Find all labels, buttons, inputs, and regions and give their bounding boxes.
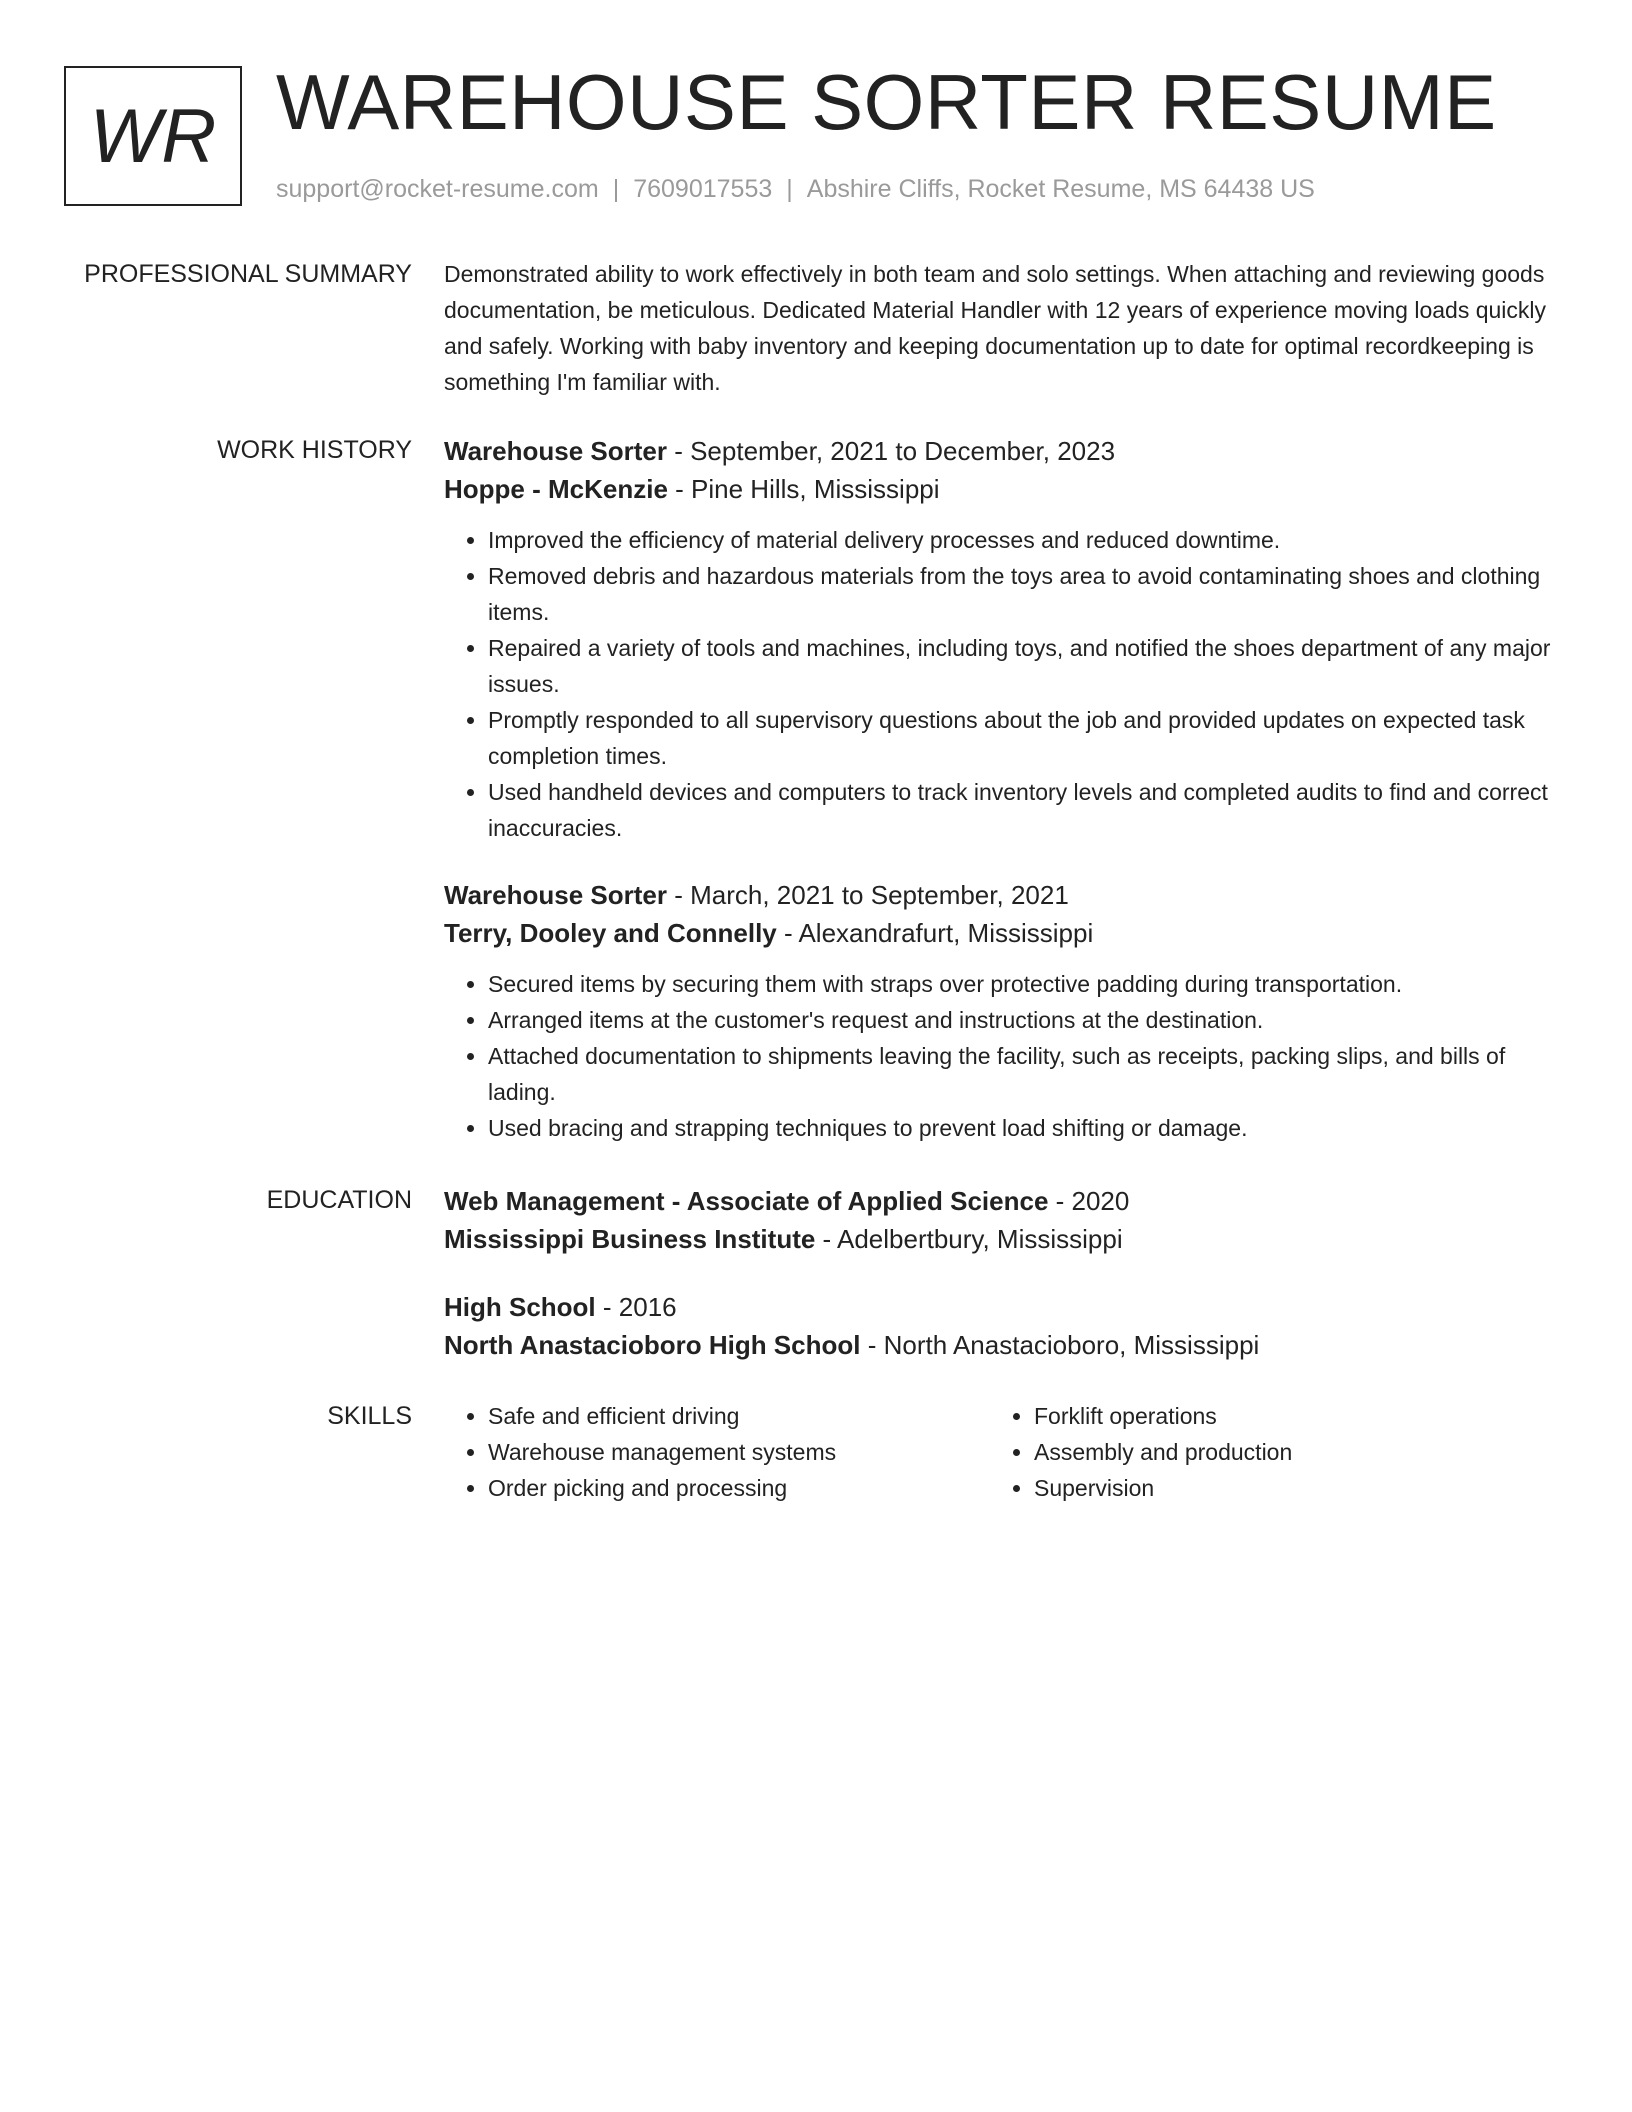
skills-grid — [444, 1398, 1556, 1506]
job-bullets — [444, 966, 1556, 1146]
list-item: • Improved the efficiency of material delivery processes and reduced downtime. — [488, 522, 1556, 558]
job-title: Warehouse Sorter — [444, 436, 667, 466]
contact-separator: | — [786, 175, 793, 203]
skills-list-left — [444, 1398, 990, 1506]
job-title-line — [444, 876, 1556, 914]
job-company-line — [444, 914, 1556, 952]
list-item: • Used bracing and strapping techniques to prevent load shifting or damage. — [488, 1110, 1556, 1146]
skill-item: • Supervision — [1034, 1470, 1536, 1506]
contact-address: Abshire Cliffs, Rocket Resume, MS 64438 US — [806, 175, 1315, 203]
list-item: • Removed debris and hazardous materials from the toys area to avoid contaminating shoes and clothing items. — [488, 558, 1556, 630]
job-title-line — [444, 432, 1556, 470]
job-entry — [444, 876, 1556, 1146]
skills-list-right — [990, 1398, 1536, 1506]
summary-text: Demonstrated ability to work effectively in both team and solo settings. When attaching and reviewing goods documentation, be meticulous. Dedicated Material Handler with 12 years of experience moving loads quickly and safely. Working with baby inventory and keeping documentation up to date for optimal recordkeeping is something I'm familiar with. — [444, 261, 1547, 395]
job-location: - Alexandrafurt, Mississippi — [776, 918, 1094, 948]
degree: Web Management - Associate of Applied Science — [444, 1186, 1049, 1216]
contact-line — [276, 174, 1315, 204]
section-label-skills: SKILLS — [327, 1402, 412, 1430]
job-bullets — [444, 522, 1556, 846]
school-line — [444, 1326, 1556, 1364]
list-item: • Arranged items at the customer's request and instructions at the destination. — [488, 1002, 1556, 1038]
education-entry — [444, 1182, 1556, 1258]
list-item: • Promptly responded to all supervisory questions about the job and provided updates on expected task completion times. — [488, 702, 1556, 774]
degree-line — [444, 1182, 1556, 1220]
monogram-logo: WR — [64, 66, 242, 206]
contact-email[interactable]: support@rocket-resume.com — [276, 175, 599, 203]
school-line — [444, 1220, 1556, 1258]
job-company: Hoppe - McKenzie — [444, 474, 668, 504]
section-label-work-history: WORK HISTORY — [217, 436, 412, 464]
contact-separator: | — [612, 175, 620, 203]
degree-year: - 2016 — [595, 1292, 677, 1322]
degree: High School — [444, 1292, 596, 1322]
school-location: - Adelbertbury, Mississippi — [815, 1224, 1123, 1254]
list-item: • Used handheld devices and computers to track inventory levels and completed audits to find and correct inaccuracies. — [488, 774, 1556, 846]
degree-year: - 2020 — [1048, 1186, 1130, 1216]
contact-phone[interactable]: 7609017553 — [633, 175, 773, 203]
skill-item: • Forklift operations — [1034, 1398, 1536, 1434]
list-item: • Attached documentation to shipments leaving the facility, such as receipts, packing slips, and bills of lading. — [488, 1038, 1556, 1110]
job-entry — [444, 432, 1556, 846]
list-item: • Repaired a variety of tools and machines, including toys, and notified the shoes department of any major issues. — [488, 630, 1556, 702]
skill-item: • Safe and efficient driving — [488, 1398, 990, 1434]
degree-line — [444, 1288, 1556, 1326]
section-label-summary: PROFESSIONAL SUMMARY — [84, 260, 412, 288]
school: North Anastacioboro High School — [444, 1330, 861, 1360]
list-item: • Secured items by securing them with straps over protective padding during transportation. — [488, 966, 1556, 1002]
section-label-education: EDUCATION — [266, 1186, 412, 1214]
job-title: Warehouse Sorter — [444, 880, 667, 910]
resume-title: WAREHOUSE SORTER RESUME — [276, 58, 1497, 146]
education-entry — [444, 1288, 1556, 1364]
job-location: - Pine Hills, Mississippi — [667, 474, 940, 504]
job-dates: - September, 2021 to December, 2023 — [666, 436, 1116, 466]
school-location: - North Anastacioboro, Mississippi — [860, 1330, 1260, 1360]
skill-item: • Assembly and production — [1034, 1434, 1536, 1470]
job-dates: - March, 2021 to September, 2021 — [666, 880, 1069, 910]
job-company-line — [444, 470, 1556, 508]
skill-item: • Order picking and processing — [488, 1470, 990, 1506]
skill-item: • Warehouse management systems — [488, 1434, 990, 1470]
school: Mississippi Business Institute — [444, 1224, 816, 1254]
job-company: Terry, Dooley and Connelly — [444, 918, 777, 948]
